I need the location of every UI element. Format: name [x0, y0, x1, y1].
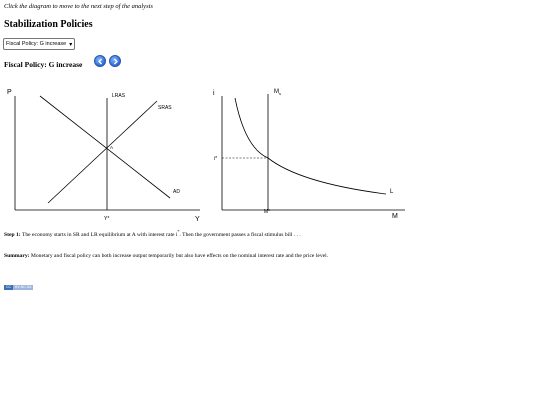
policy-select[interactable]	[3, 38, 75, 50]
money-axis-label: M	[392, 213, 398, 220]
sras-curve	[48, 101, 157, 203]
money-quantity-tick: M*	[264, 209, 271, 215]
next-step-button[interactable]	[109, 55, 121, 67]
previous-step-button[interactable]	[94, 55, 106, 67]
money-demand-curve	[235, 98, 386, 194]
section-title: Fiscal Policy: G increase	[4, 60, 83, 69]
money-demand-label: L	[390, 189, 394, 195]
ad-curve	[40, 96, 170, 198]
license-badge-terms: BY-NC-SA	[15, 285, 32, 289]
output-axis-label: Y	[195, 216, 200, 223]
left-arrow-icon	[97, 58, 104, 65]
policy-diagram[interactable]	[0, 78, 420, 226]
sras-label: SRAS	[158, 105, 172, 111]
as-ad-graph	[7, 89, 200, 223]
instruction-text: Click the diagram to move to the next step of the analysis	[4, 3, 153, 10]
equilibrium-point-label: A	[110, 145, 114, 150]
money-supply-label: $M_s$	[274, 89, 281, 96]
right-arrow-icon	[112, 58, 119, 65]
interest-rate-axis-label: i	[213, 90, 215, 97]
license-badge[interactable]	[4, 285, 33, 290]
step-description	[4, 229, 534, 238]
step-text-a: The economy starts in SR and LR equilibrium at A with interest rate i	[21, 231, 178, 238]
summary-text	[4, 253, 534, 259]
step-text-b: . Then the government passes a fiscal stimulus bill . . .	[179, 231, 301, 238]
lras-label: LRAS	[112, 93, 126, 99]
chevron-down-icon: ▾	[69, 41, 73, 48]
license-badge-cc: CC	[6, 285, 12, 289]
policy-select-value: Fiscal Policy: G increase	[6, 41, 67, 47]
summary-body: Monetary and fiscal policy can both increase output temporarily but also have effects on the nominal interest rate and the price level.	[30, 253, 329, 259]
step-label: Step 1:	[4, 231, 21, 238]
price-axis-label: P	[7, 89, 12, 96]
money-market-graph	[213, 89, 405, 220]
step-superscript: *	[177, 229, 180, 234]
potential-output-tick: Y*	[104, 216, 110, 222]
equilibrium-rate-tick: i*	[214, 156, 218, 162]
summary-label: Summary:	[4, 253, 30, 259]
ad-label: AD	[173, 189, 180, 195]
page-title: Stabilization Policies	[4, 19, 93, 30]
